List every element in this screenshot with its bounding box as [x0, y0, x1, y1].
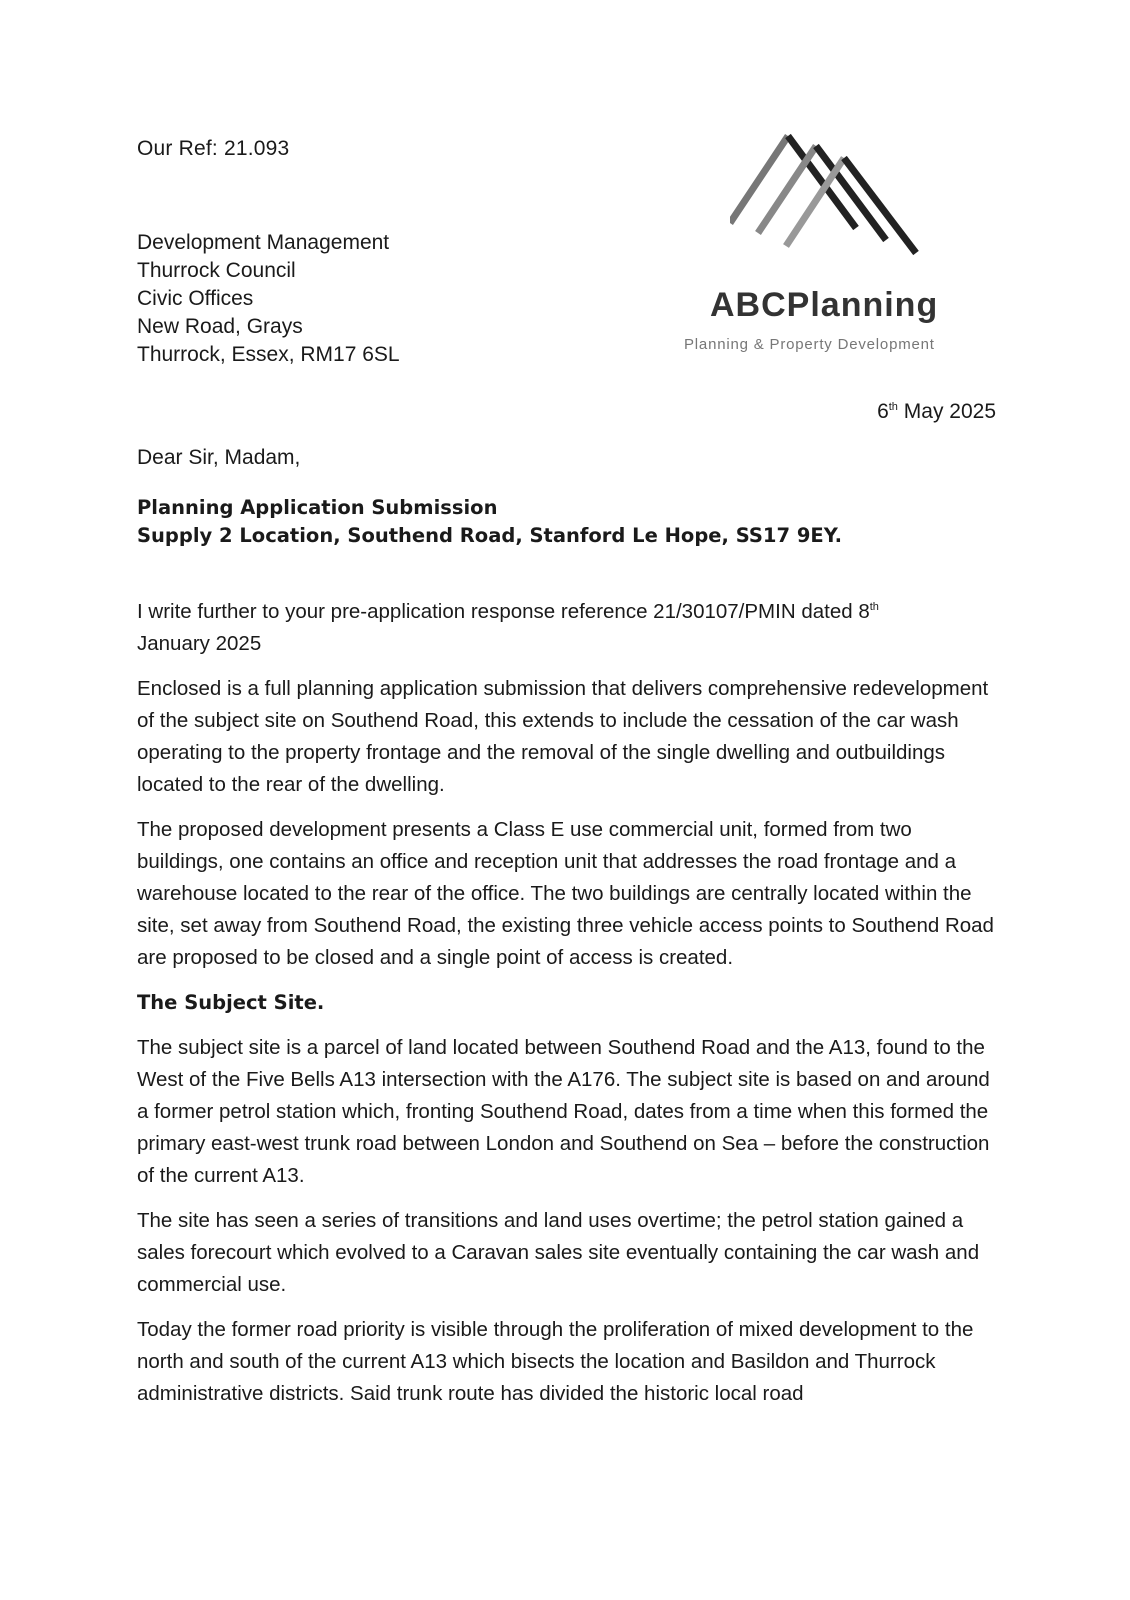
- section-paragraph: The subject site is a parcel of land located between Southend Road and the A13, found to the West of the Five Bells A13 intersection with the A176. The subject site is based on and around a former petrol station which, fronting Southend Road, dates from a time when this formed the primary east-west trunk road between London and Southend on Sea – before the construction of the current A13.: [137, 1036, 990, 1187]
- date-suffix: th: [888, 401, 898, 413]
- address-line: Thurrock Council: [137, 259, 296, 282]
- body-paragraph: The proposed development presents a Class E use commercial unit, formed from two buildings, one contains an office and reception unit that addresses the road frontage and a warehouse located to the rear of the office. The two buildings are centrally located within the site, set away from Southend Road, the existing three vehicle access points to Southend Road are proposed to be closed and a single point of access is created.: [137, 818, 994, 969]
- intro-rest: January 2025: [137, 632, 262, 655]
- recipient-address: [137, 229, 400, 369]
- reference: Our Ref: 21.093: [137, 137, 290, 160]
- salutation: Dear Sir, Madam,: [137, 446, 301, 469]
- intro-suffix: th: [869, 601, 879, 614]
- roof-lines-icon: [730, 128, 920, 263]
- section-paragraph: Today the former road priority is visible through the proliferation of mixed development to the north and south of the current A13 which bisects the location and Basildon and Thurrock administrative districts. Said trunk route has divided the historic local road: [137, 1318, 974, 1405]
- section-heading: The Subject Site.: [137, 991, 325, 1014]
- subject-line: Supply 2 Location, Southend Road, Stanford Le Hope, SS17 9EY.: [137, 524, 843, 547]
- subject-line: Planning Application Submission: [137, 496, 498, 519]
- company-logo: [672, 128, 992, 368]
- address-line: New Road, Grays: [137, 315, 303, 338]
- date-day: 6: [877, 400, 889, 423]
- address-line: Civic Offices: [137, 287, 254, 310]
- logo-name: ABCPlanning: [710, 286, 939, 324]
- intro-paragraph: [137, 596, 997, 660]
- letter-date: [877, 400, 996, 424]
- letter-body: [137, 596, 997, 1423]
- address-line: Thurrock, Essex, RM17 6SL: [137, 343, 400, 366]
- subject-block: [137, 494, 842, 550]
- logo-tagline: Planning & Property Development: [684, 336, 935, 353]
- date-rest: May 2025: [897, 400, 996, 423]
- body-paragraph: Enclosed is a full planning application submission that delivers comprehensive redevelopment of the subject site on Southend Road, this extends to include the cessation of the car wash operating to the property frontage and the removal of the single dwelling and outbuildings located to the rear of the dwelling.: [137, 677, 989, 796]
- section-paragraph: The site has seen a series of transitions and land uses overtime; the petrol station gained a sales forecourt which evolved to a Caravan sales site eventually containing the car wash and commercial use.: [137, 1209, 980, 1296]
- address-line: Development Management: [137, 231, 390, 254]
- intro-text: I write further to your pre-application response reference 21/30107/PMIN dated 8: [137, 600, 870, 623]
